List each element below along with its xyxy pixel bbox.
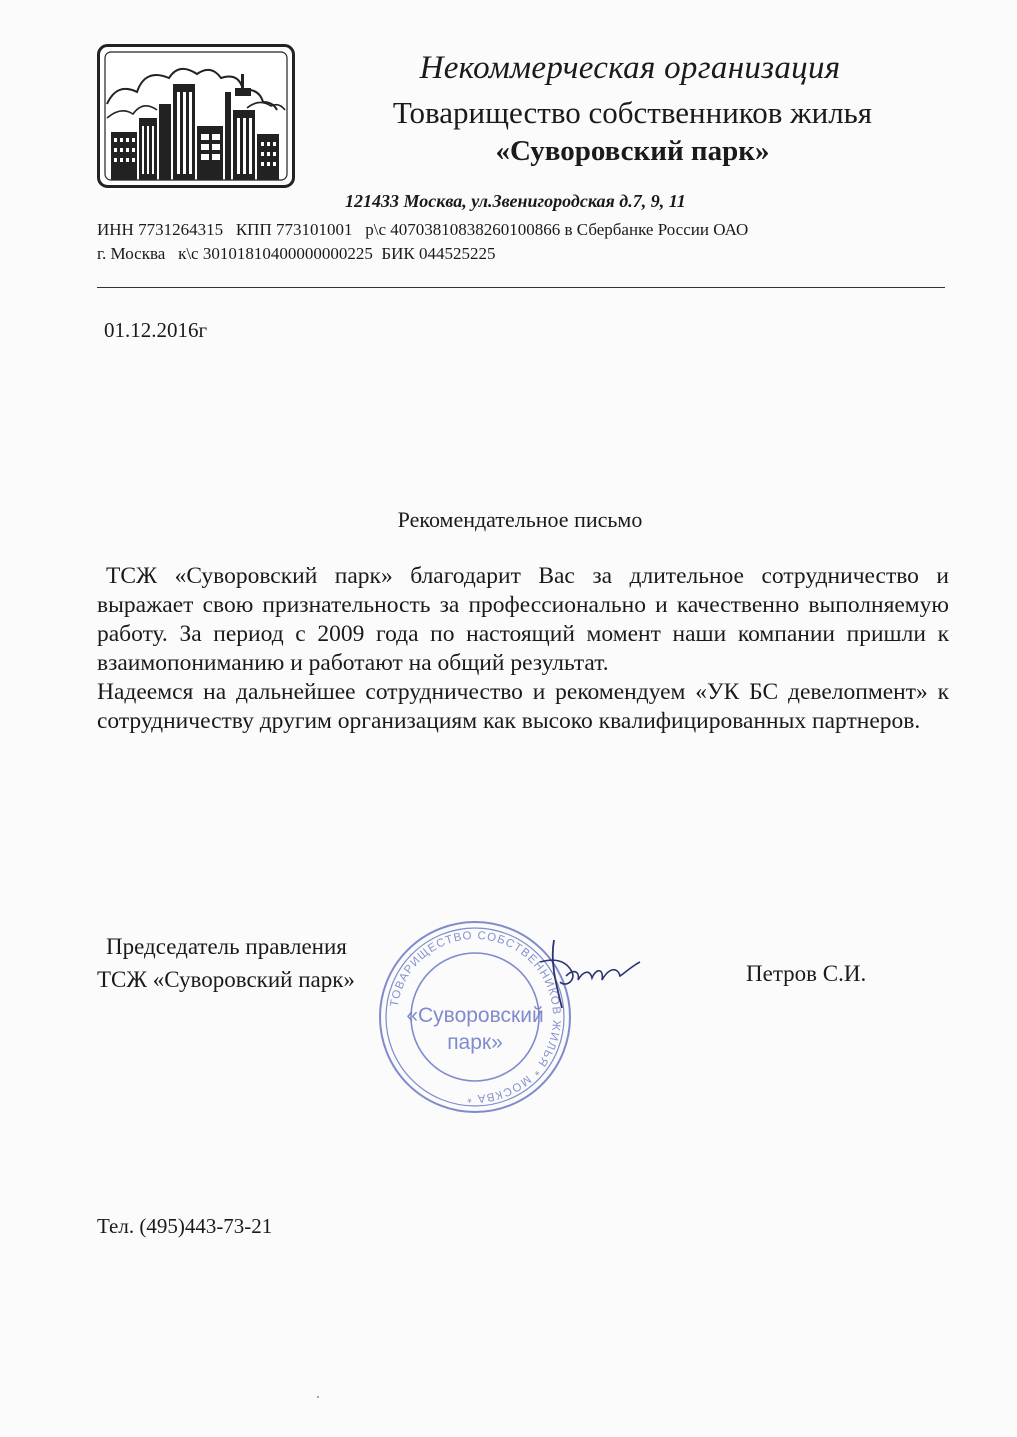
letter-title: Рекомендательное письмо [397,507,643,532]
seal-center-line: «Суворовский [406,1004,544,1027]
signer-position-line: Председатель правления [106,934,347,959]
organization-title: «Суворовский парк» [495,135,770,167]
letter-paragraph: Надеемся на дальнейшее сотрудничество и рекомендуем «УК БС девелопмент» к сотрудничеству другим организациям как высоко квалифицированных партнеров. [97,679,949,734]
city-logo-icon [97,44,295,188]
letter-body [97,562,949,736]
signer-name: Петров С.И. [746,961,867,986]
scan-speck [317,1396,319,1398]
signer-position-line: ТСЖ «Суворовский парк» [97,967,355,992]
letter-paragraph: ТСЖ «Суворовский парк» благодарит Вас за длительное сотрудничество и выражает свою признательность за профессионально и качественно выполняемую работу. За период с 2009 года по настоящий момент наши компании пришли к взаимопониманию и работают на общий результат. [97,563,949,676]
signer-position [97,930,355,996]
requisites-line: г. Москва к\с 30101810400000000225 БИК 044525225 [97,244,496,263]
organization-name: Товарищество собственников жилья [392,95,873,130]
organization-address: 121433 Москва, ул.Звенигородская д.7, 9, 11 [345,191,686,211]
bank-requisites [97,218,748,266]
seal-center-line: парк» [447,1031,503,1054]
organization-type: Некоммерческая организация [419,50,841,86]
svg-text:ТОВАРИЩЕСТВО СОБСТВЕННИКОВ ЖИЛ: ТОВАРИЩЕСТВО СОБСТВЕННИКОВ ЖИЛЬЯ * МОСКВА * [388,929,563,1105]
requisites-line: ИНН 7731264315 КПП 773101001 р\с 40703810838260100866 в Сбербанке России ОАО [97,220,749,239]
header-divider [97,287,945,288]
letter-date: 01.12.2016г [104,318,208,342]
contact-phone: Тел. (495)443-73-21 [97,1214,273,1238]
handwritten-signature-icon [536,932,646,1012]
